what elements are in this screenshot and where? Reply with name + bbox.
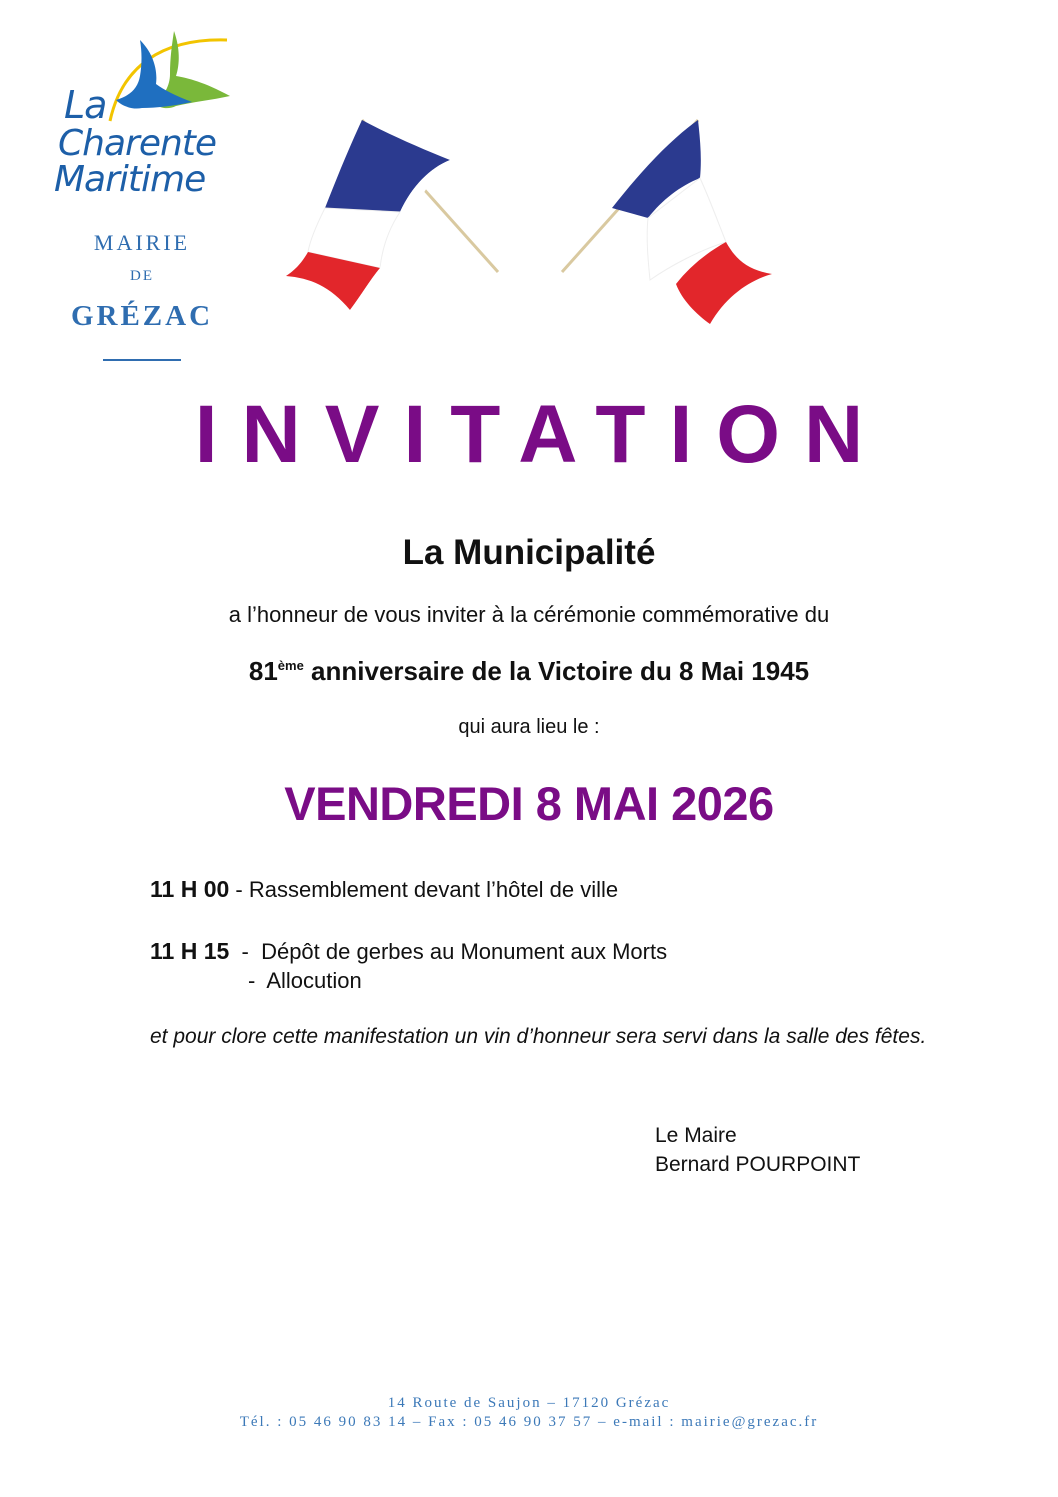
- mairie-divider: [103, 359, 181, 361]
- program-text: Dépôt de gerbes au Monument aux Morts: [261, 939, 668, 964]
- logo-text-charente: Charente: [58, 123, 217, 164]
- french-flag-right-icon: [550, 100, 790, 350]
- program-separator: -: [229, 877, 249, 902]
- anniversary-suffix: ème: [277, 658, 304, 673]
- invitation-intro: a l’honneur de vous inviter à la cérémonie commémorative du: [228, 602, 830, 627]
- mairie-de-label: DE: [130, 268, 154, 284]
- closing-note: et pour clore cette manifestation un vin d’honneur sera servi dans la salle des fêtes.: [150, 1025, 927, 1048]
- program-text: Rassemblement devant l’hôtel de ville: [248, 877, 619, 902]
- program-item: [150, 876, 618, 903]
- program-time: 11 H 00: [150, 876, 230, 902]
- footer-contact: Tél. : 05 46 90 83 14 – Fax : 05 46 90 37 57 – e-mail : mairie@grezac.fr: [239, 1414, 819, 1430]
- invitation-title: INVITATION: [194, 389, 888, 480]
- logo-text-la: La: [64, 83, 107, 127]
- venue-intro: qui aura lieu le :: [458, 716, 600, 738]
- program-text: Allocution: [266, 968, 362, 993]
- anniversary-text: anniversaire de la Victoire du 8 Mai 1945: [303, 656, 810, 686]
- french-flag-left-icon: [270, 100, 510, 350]
- program-time: 11 H 15: [150, 938, 230, 964]
- footer-address: 14 Route de Saujon – 17120 Grézac: [387, 1395, 671, 1411]
- mairie-label: MAIRIE: [93, 230, 191, 255]
- host-name: La Municipalité: [402, 533, 656, 572]
- program-item: [248, 968, 362, 994]
- anniversary-line: [0, 656, 1058, 687]
- signature-block: [655, 1121, 860, 1179]
- program-separator: -: [229, 939, 262, 964]
- charente-maritime-logo: [52, 26, 242, 201]
- event-date: VENDREDI 8 MAI 2026: [284, 777, 774, 830]
- program-item: [150, 938, 667, 965]
- logo-text-maritime: Maritime: [54, 159, 206, 200]
- town-name: GRÉZAC: [70, 300, 214, 332]
- signature-name: Bernard POURPOINT: [655, 1153, 861, 1176]
- signature-title: Le Maire: [655, 1124, 737, 1147]
- program-separator: -: [248, 968, 267, 993]
- anniversary-number: 81: [248, 656, 278, 686]
